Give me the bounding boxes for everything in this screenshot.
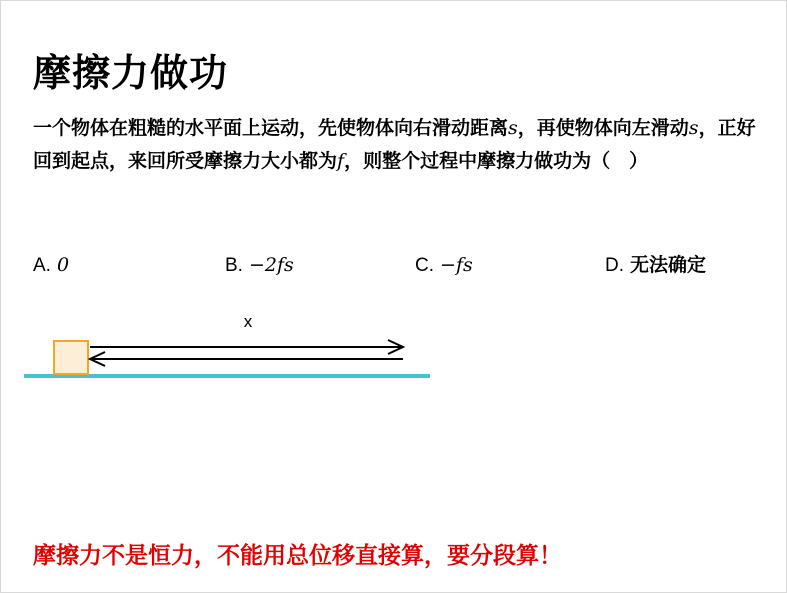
option-c[interactable] bbox=[415, 250, 473, 281]
variable-s: s bbox=[688, 117, 699, 139]
option-b[interactable] bbox=[225, 250, 294, 281]
option-letter: B. bbox=[225, 255, 243, 276]
option-letter: C. bbox=[415, 255, 434, 276]
option-value: 无法确定 bbox=[630, 254, 707, 276]
question-part-3: ，正好回到起点，来回所受摩擦力大小都为 bbox=[33, 117, 756, 172]
distance-label: x bbox=[243, 312, 253, 331]
question-part-4: ，则整个过程中摩擦力做功为（ ） bbox=[344, 150, 649, 172]
option-value: 0 bbox=[57, 254, 70, 276]
option-letter: A. bbox=[33, 255, 51, 276]
question-part-2: ，再使物体向左滑动 bbox=[517, 117, 689, 139]
variable-f: f bbox=[337, 150, 345, 172]
option-letter: D. bbox=[605, 255, 624, 276]
question-text bbox=[33, 112, 763, 178]
variable-s: s bbox=[508, 117, 518, 139]
option-value: −2fs bbox=[249, 254, 294, 276]
motion-diagram bbox=[20, 305, 440, 385]
slide-title: 摩擦力做功 bbox=[33, 51, 229, 95]
option-d[interactable] bbox=[605, 250, 706, 281]
warning-note: 摩擦力不是恒力，不能用总位移直接算，要分段算！ bbox=[33, 543, 562, 569]
question-part-1: 一个物体在粗糙的水平面上运动，先使物体向右滑动距离 bbox=[33, 117, 509, 139]
option-value: −fs bbox=[440, 254, 473, 276]
sliding-block bbox=[54, 341, 88, 374]
answer-options bbox=[0, 250, 787, 280]
option-a[interactable] bbox=[33, 250, 69, 281]
